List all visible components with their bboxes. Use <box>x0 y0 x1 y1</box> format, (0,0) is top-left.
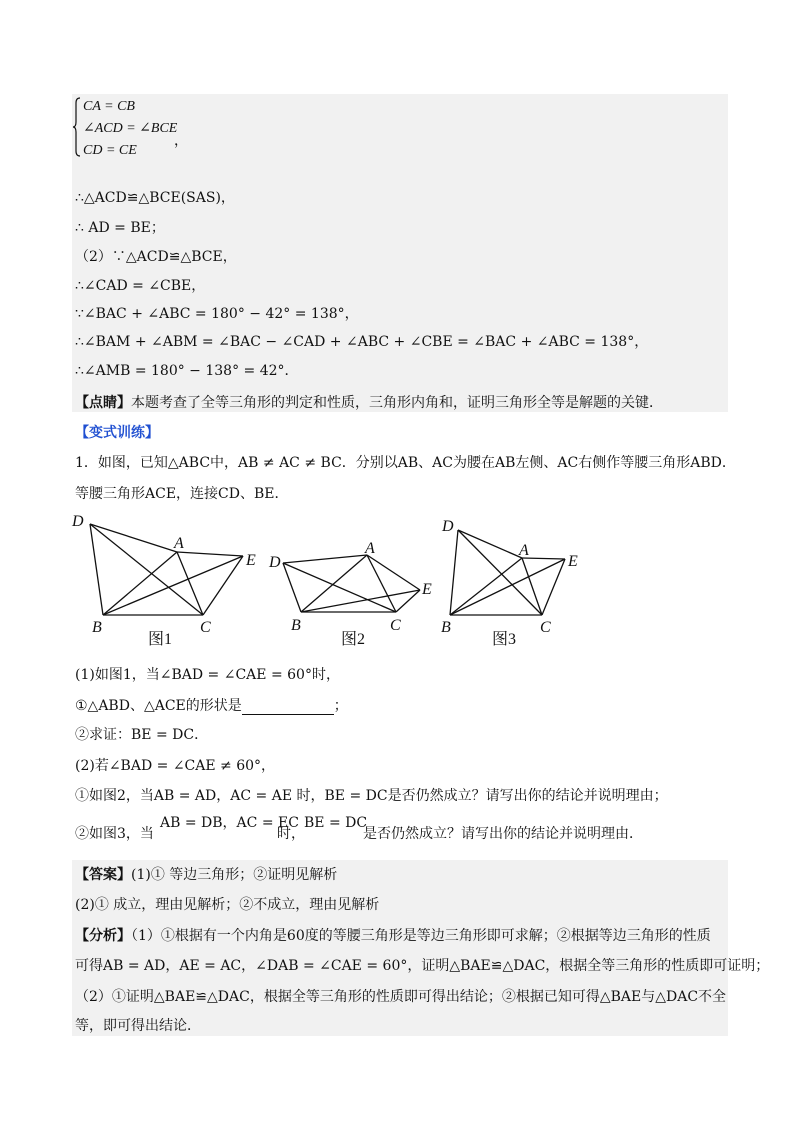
label-E: E <box>568 553 578 570</box>
system-line: CA = CB <box>83 99 135 114</box>
answer-line-2: (2)① 成立，理由见解析；②不成立，理由见解析 <box>75 897 380 913</box>
label-D: D <box>442 518 454 535</box>
label-C: C <box>200 619 211 636</box>
question-2a: ①如图2，当AB = AD，AC = AE 时，BE = DC是否仍然成立？请写出你的结论并说明理由； <box>75 788 668 804</box>
comment-label: 【点睛】 <box>75 395 131 411</box>
label-C: C <box>390 617 401 634</box>
figure-caption: 图3 <box>492 631 517 648</box>
question-1a-text: ①△ABD、△ACE的形状是 <box>75 698 242 714</box>
label-D: D <box>72 513 84 530</box>
equation-system <box>83 96 177 162</box>
solution-line: ∴△ACD≌△BCE(SAS)， <box>75 190 235 206</box>
comment-line <box>75 394 663 412</box>
system-line: CD = CE <box>83 143 137 158</box>
label-B: B <box>291 617 301 634</box>
label-E: E <box>422 581 432 598</box>
solution-line: ∴ AD = BE； <box>75 220 165 236</box>
comment-text: 本题考查了全等三角形的判定和性质，三角形内角和，证明三角形全等是解题的关键． <box>131 395 663 411</box>
system-line: ∠ACD = ∠BCE <box>83 121 178 136</box>
system-tail: ， <box>174 133 188 149</box>
question-1b: ②求证：BE = DC． <box>75 727 209 743</box>
figure-1 <box>70 508 270 648</box>
answer-label: 【答案】 <box>75 867 131 883</box>
label-D: D <box>269 554 281 571</box>
answer-line-1 <box>75 866 337 884</box>
problem-line-2: 等腰三角形ACE，连接CD、BE． <box>75 486 289 502</box>
question-1a <box>75 697 348 715</box>
left-brace-icon <box>73 97 81 157</box>
question-2b-eq: BE = DC <box>304 815 368 831</box>
solution-line: ∴∠BAM + ∠ABM = ∠BAC − ∠CAD + ∠ABC + ∠CBE = ∠BAC + ∠ABC = 138°， <box>75 334 649 350</box>
solution-line: ∵∠BAC + ∠ABC = 180° − 42° = 138°， <box>75 306 359 322</box>
question-2b <box>75 825 154 843</box>
figure-caption: 图1 <box>148 631 173 648</box>
figure-caption: 图2 <box>341 631 366 648</box>
label-B: B <box>92 619 102 636</box>
analysis-text-1: （1）①根据有一个内角是60度的等腰三角形是等边三角形即可求解；②根据等边三角形的性质 <box>131 928 711 944</box>
analysis-line-3: （2）①证明△BAE≌△DAC，根据全等三角形的性质即可得出结论；②根据已知可得△BAE与△DAC不全 <box>75 989 727 1005</box>
label-A: A <box>519 542 529 559</box>
question-2b-part: ②如图3，当 <box>75 826 154 842</box>
analysis-line-1 <box>75 927 711 945</box>
section-title: 【变式训练】 <box>75 425 159 441</box>
analysis-line-4: 等，即可得出结论． <box>75 1018 201 1034</box>
answer-blank[interactable] <box>242 700 334 715</box>
analysis-line-2: 可得AB = AD，AE = AC，∠DAB = ∠CAE = 60°，证明△BAE≌△DAC，根据全等三角形的性质即可证明； <box>75 958 770 974</box>
answer-text-1: (1)① 等边三角形；②证明见解析 <box>131 867 338 883</box>
question-1: (1)如图1，当∠BAD = ∠CAE = 60°时， <box>75 667 340 683</box>
label-E: E <box>246 552 256 569</box>
question-2b-when: 时， <box>277 826 305 842</box>
question-2b-cond: AB = DB，AC = EC <box>160 815 299 831</box>
problem-line-1: 1．如图，已知△ABC中，AB ≠ AC ≠ BC．分别以AB、AC为腰在AB左侧、AC右侧作等腰三角形ABD． <box>75 455 736 471</box>
label-C: C <box>540 619 551 636</box>
question-2b-rest: 是否仍然成立？请写出你的结论并说明理由． <box>363 826 643 842</box>
figure-2 <box>265 508 445 648</box>
analysis-label: 【分析】 <box>75 928 131 944</box>
question-2: (2)若∠BAD = ∠CAE ≠ 60°， <box>75 758 276 774</box>
solution-line: ∴∠AMB = 180° − 138° = 42°． <box>75 363 299 379</box>
solution-line: ∴∠CAD = ∠CBE， <box>75 278 206 294</box>
solution-line: （2）∵△ACD≌△BCE， <box>75 249 237 265</box>
figure-3 <box>440 508 600 648</box>
label-B: B <box>441 619 451 636</box>
label-A: A <box>365 540 375 557</box>
label-A: A <box>174 535 184 552</box>
question-1a-tail: ； <box>333 698 348 714</box>
answer-shade <box>72 860 728 1036</box>
